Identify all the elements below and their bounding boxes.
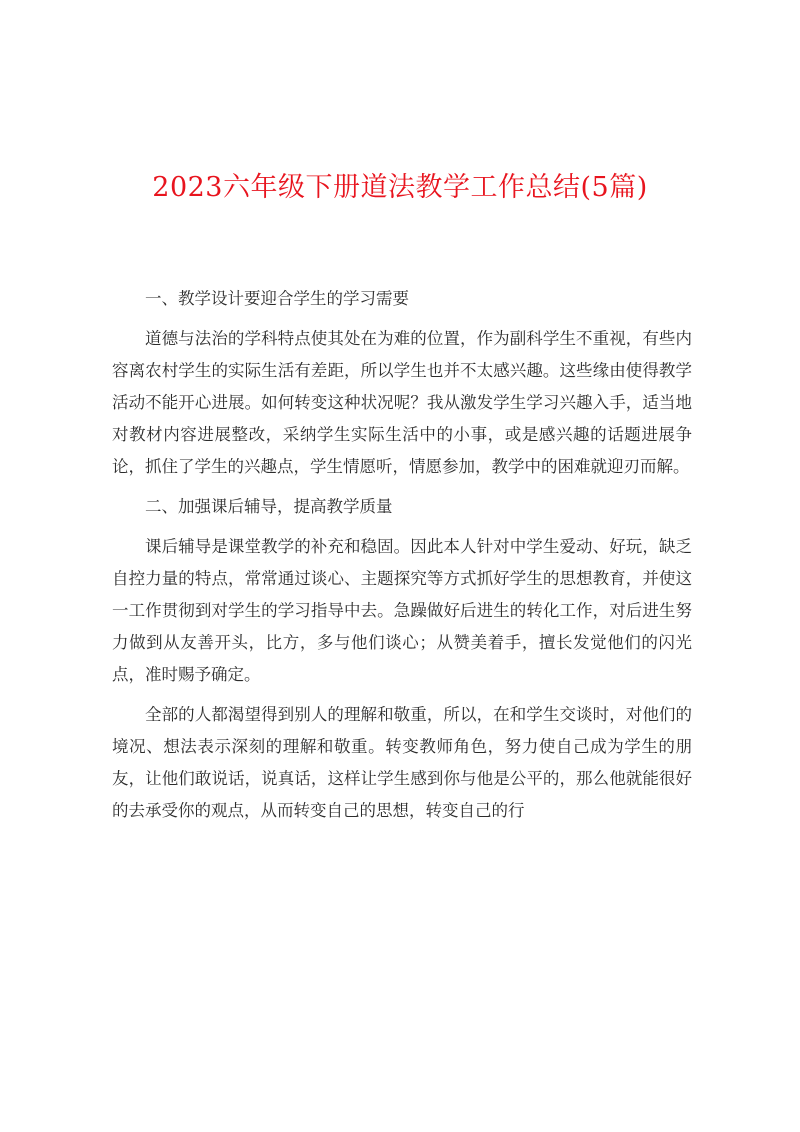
- paragraph-3: 全部的人都渴望得到别人的理解和敬重，所以，在和学生交谈时，对他们的境况、想法表示深刻的理解和敬重。转变教师角色，努力使自己成为学生的朋友，让他们敢说话，说真话，这样让学生感到你与他是公平的，那么他就能很好的去承受你的观点，从而转变自己的思想，转变自己的行: [112, 705, 692, 820]
- document-title: 2023六年级下册道法教学工作总结(5篇): [152, 172, 648, 203]
- document-body: [112, 283, 692, 827]
- paragraph-2: 课后辅导是课堂教学的补充和稳固。因此本人针对中学生爱动、好玩，缺乏自控力量的特点，常常通过谈心、主题探究等方式抓好学生的思想教育，并使这一工作贯彻到对学生的学习指导中去。急躁做好后进生的转化工作，对后进生努力做到从友善开头，比方，多与他们谈心；从赞美着手，擅长发觉他们的闪光点，准时赐予确定。: [112, 537, 692, 684]
- section-heading-1: 一、教学设计要迎合学生的学习需要: [145, 289, 409, 308]
- paragraph-1: 道德与法治的学科特点使其处在为难的位置，作为副科学生不重视，有些内容离农村学生的实际生活有差距，所以学生也并不太感兴趣。这些缘由使得教学活动不能开心进展。如何转变这种状况呢？我从激发学生学习兴趣入手，适当地对教材内容进展整改，采纳学生实际生活中的小事，或是感兴趣的话题进展争论，抓住了学生的兴趣点，学生情愿听，情愿参加，教学中的困难就迎刃而解。: [112, 329, 692, 476]
- section-heading-2: 二、加强课后辅导，提高教学质量: [145, 497, 393, 516]
